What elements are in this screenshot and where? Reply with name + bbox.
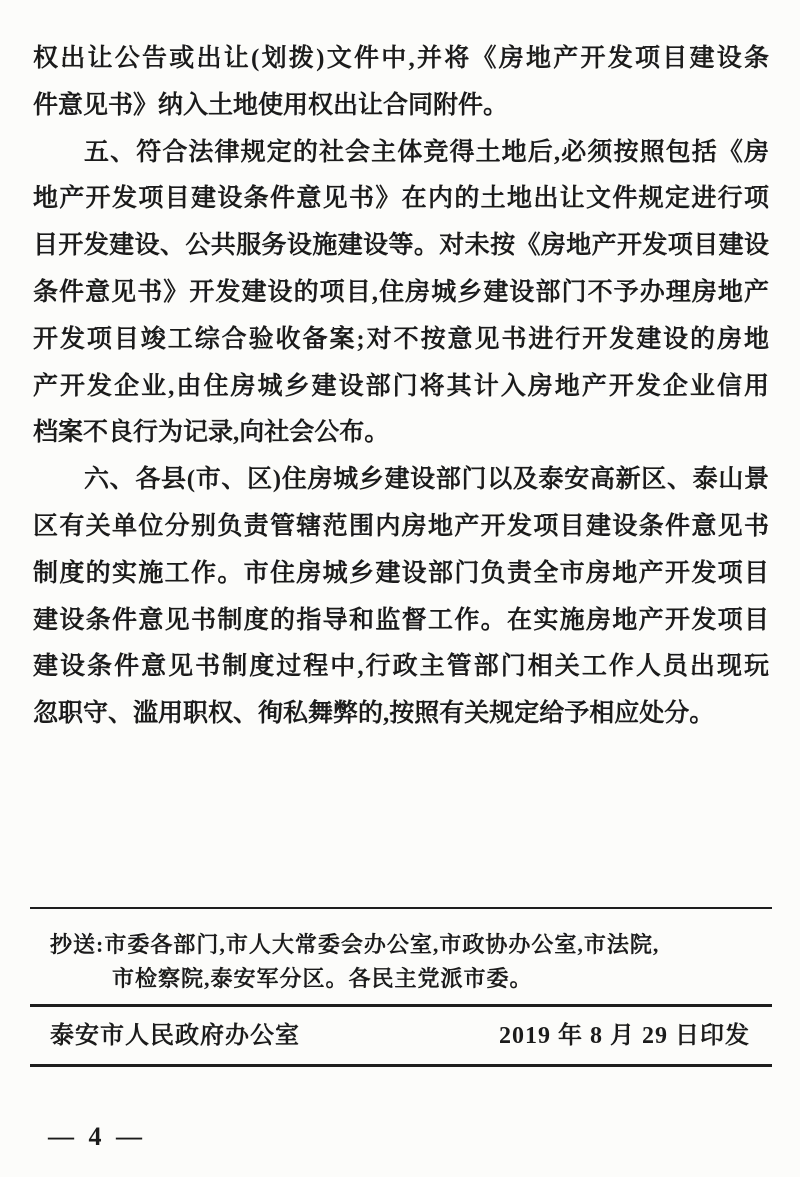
body-line: 忽职守、滥用职权、徇私舞弊的,按照有关规定给予相应处分。 <box>33 700 715 728</box>
print-date: 2019 年 8 月 29 日印发 <box>499 1023 750 1049</box>
body-line: 件意见书》纳入土地使用权出让合同附件。 <box>33 91 509 119</box>
body-line: 建设条件意见书制度过程中,行政主管部门相关工作人员出现玩 <box>33 653 769 681</box>
body-line: 制度的实施工作。市住房城乡建设部门负责全市房地产开发项目 <box>33 559 769 587</box>
body-line-section-5-start: 五、符合法律规定的社会主体竞得土地后,必须按照包括《房 <box>84 138 769 166</box>
document-body <box>33 36 769 738</box>
body-line: 档案不良行为记录,向社会公布。 <box>33 419 390 447</box>
body-line: 区有关单位分别负责管辖范围内房地产开发项目建设条件意见书 <box>33 512 769 540</box>
body-line: 权出让公告或出让(划拨)文件中,并将《房地产开发项目建设条 <box>33 45 769 72</box>
divider-below-footer <box>30 1064 772 1067</box>
page-number: — 4 — <box>48 1122 146 1151</box>
footer-row <box>50 1018 750 1054</box>
cc-block <box>50 928 750 996</box>
body-line-section-6-start: 六、各县(市、区)住房城乡建设部门以及泰安高新区、泰山景 <box>84 466 769 494</box>
issuing-office: 泰安市人民政府办公室 <box>50 1023 300 1049</box>
body-line: 地产开发项目建设条件意见书》在内的土地出让文件规定进行项 <box>33 185 769 213</box>
cc-line: 抄送:市委各部门,市人大常委会办公室,市政协办公室,市法院, <box>50 932 660 957</box>
body-line: 建设条件意见书制度的指导和监督工作。在实施房地产开发项目 <box>33 606 769 634</box>
cc-line-continued: 市检察院,泰安军分区。各民主党派市委。 <box>112 966 533 991</box>
body-line: 条件意见书》开发建设的项目,住房城乡建设部门不予办理房地产 <box>33 278 769 306</box>
body-line: 产开发企业,由住房城乡建设部门将其计入房地产开发企业信用 <box>33 372 769 400</box>
divider-above-footer <box>30 1004 772 1007</box>
body-line: 开发项目竣工综合验收备案;对不按意见书进行开发建设的房地 <box>33 325 769 353</box>
divider-above-cc <box>30 907 772 909</box>
body-line: 目开发建设、公共服务设施建设等。对未按《房地产开发项目建设 <box>33 232 769 260</box>
